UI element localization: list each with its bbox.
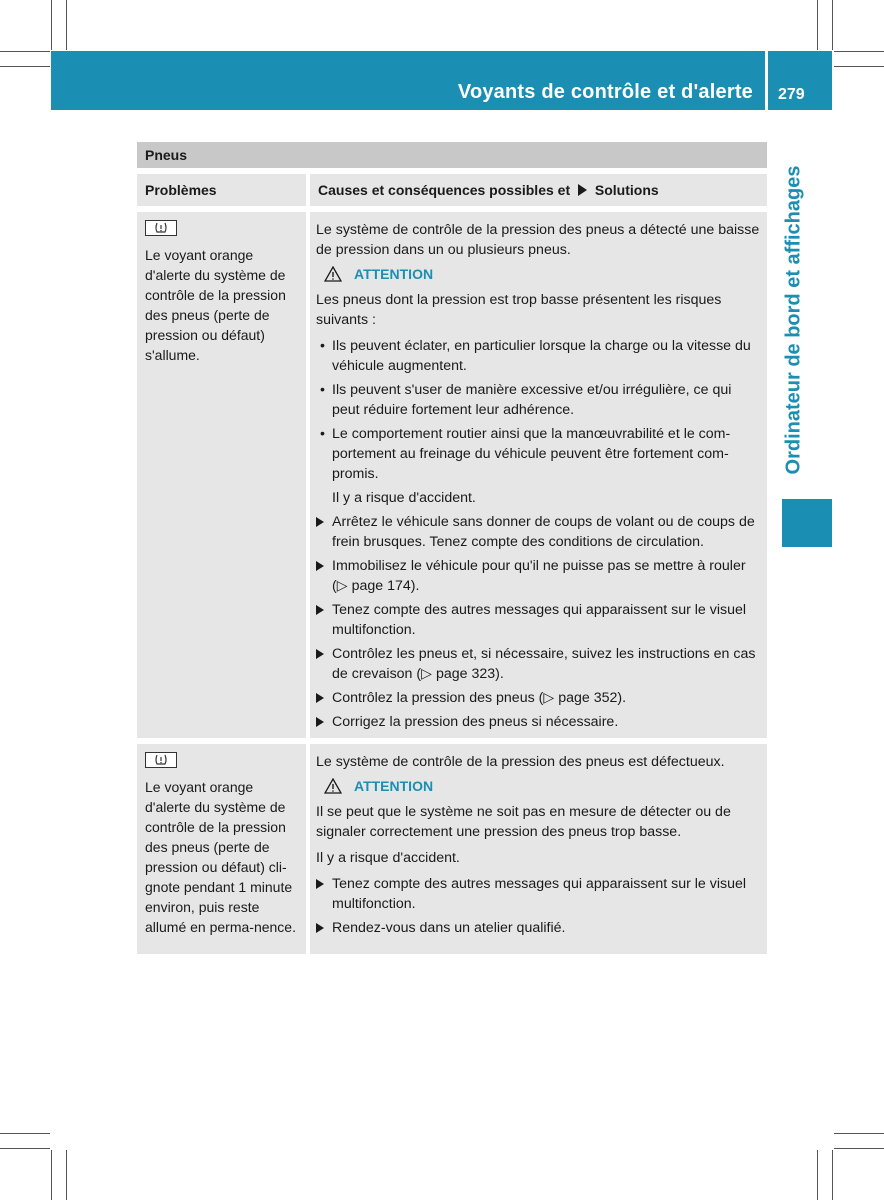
table-row [137,744,767,954]
warning-heading [324,266,761,282]
column-header-causes-text: Causes et conséquences possibles et [318,182,571,198]
arrow-icon [316,693,324,703]
problem-text: Le voyant orange d'alerte du système de contrôle de la pression des pneus (perte de pression ou défaut) cli-gnote pendant 1 minute environ, puis reste allumé en perma-nence. [145,779,296,935]
solution-cell [310,212,767,738]
step-item: Contrôlez la pression des pneus (▷ page 352). [316,688,761,708]
list-item: • Ils peuvent s'user de manière excessive et/ou irrégulière, ce qui peut réduire fortement leur adhérence. [320,382,732,418]
side-tab-label: Ordinateur de bord et affichages [782,165,805,475]
bullet-icon: • [320,338,325,354]
crop-mark [834,66,884,67]
warning-triangle-icon [324,778,342,794]
step-item: Tenez compte des autres messages qui apparaissent sur le visuel multifonction. [316,600,761,640]
step-item: Immobilisez le véhicule pour qu'il ne puisse pas se mettre à rouler (▷ page 174). [316,556,761,596]
risk-text: Il y a risque d'accident. [316,850,460,866]
page-title: Voyants de contrôle et d'alerte [457,81,753,103]
crop-mark [0,66,50,67]
crop-mark [51,1150,52,1200]
crop-mark [51,0,52,50]
step-item: Corrigez la pression des pneus si nécessaire. [316,712,761,732]
problem-cell [137,212,306,738]
crop-mark [832,0,833,50]
list-item: • Ils peuvent éclater, en particulier lorsque la charge ou la vitesse du véhicule augmentent. [320,338,751,374]
warning-text: Il se peut que le système ne soit pas en mesure de détecter ou de signaler correctement une pression des pneus trop basse. [316,804,731,840]
table-row [137,212,767,738]
arrow-icon [316,717,324,727]
page-number-band [768,51,832,110]
warning-heading [324,778,761,794]
list-item: • Le comportement routier ainsi que la manœuvrabilité et le com-portement au freinage du véhicule peuvent être fortement com-promis. [320,426,731,482]
warning-label: ATTENTION [354,266,434,282]
warning-text: Les pneus dont la pression est trop basse présentent les risques suivants : [316,292,722,328]
arrow-icon [316,923,324,933]
column-header-problems: Problèmes [137,174,306,206]
crop-mark [66,0,67,50]
bullet-icon: • [320,382,325,398]
problem-cell [137,744,306,954]
page-number: 279 [778,86,805,103]
crop-mark [834,51,884,52]
table-header-row [137,174,767,206]
header-band [51,51,765,110]
arrow-icon [316,649,324,659]
column-header-causes [310,174,767,206]
step-item: Tenez compte des autres messages qui apparaissent sur le visuel multifonction. [316,874,761,914]
crop-mark [0,51,50,52]
arrow-icon [316,605,324,615]
side-tab-marker [782,499,832,547]
step-item: Rendez-vous dans un atelier qualifié. [316,918,761,938]
side-tab [774,150,814,490]
arrow-icon [578,184,587,196]
crop-mark [66,1150,67,1200]
step-item: Arrêtez le véhicule sans donner de coups de volant ou de coups de frein brusques. Tenez compte des conditions de circulation. [316,512,761,552]
intro-text: Le système de contrôle de la pression des pneus est défectueux. [316,754,725,770]
crop-mark [832,1150,833,1200]
arrow-icon [316,517,324,527]
solution-cell [310,744,767,954]
problem-text: Le voyant orange d'alerte du système de contrôle de la pression des pneus (perte de pression ou défaut) s'allume. [145,247,286,363]
crop-mark [834,1148,884,1149]
column-header-solutions-text: Solutions [594,182,659,198]
arrow-icon [316,561,324,571]
warning-label: ATTENTION [354,778,434,794]
intro-text: Le système de contrôle de la pression des pneus a détecté une baisse de pression dans un ou plusieurs pneus. [316,222,760,258]
arrow-icon [316,879,324,889]
warning-table [137,142,767,954]
table-title: Pneus [137,142,767,168]
warning-triangle-icon [324,266,342,282]
crop-mark [817,0,818,50]
crop-mark [817,1150,818,1200]
tire-pressure-warning-icon [145,220,177,236]
tire-pressure-warning-icon [145,752,177,768]
crop-mark [0,1133,50,1134]
crop-mark [834,1133,884,1134]
risk-text: Il y a risque d'accident. [332,490,476,506]
bullet-icon: • [320,426,325,442]
crop-mark [0,1148,50,1149]
step-item: Contrôlez les pneus et, si nécessaire, suivez les instructions en cas de crevaison (▷ page 323). [316,644,761,684]
